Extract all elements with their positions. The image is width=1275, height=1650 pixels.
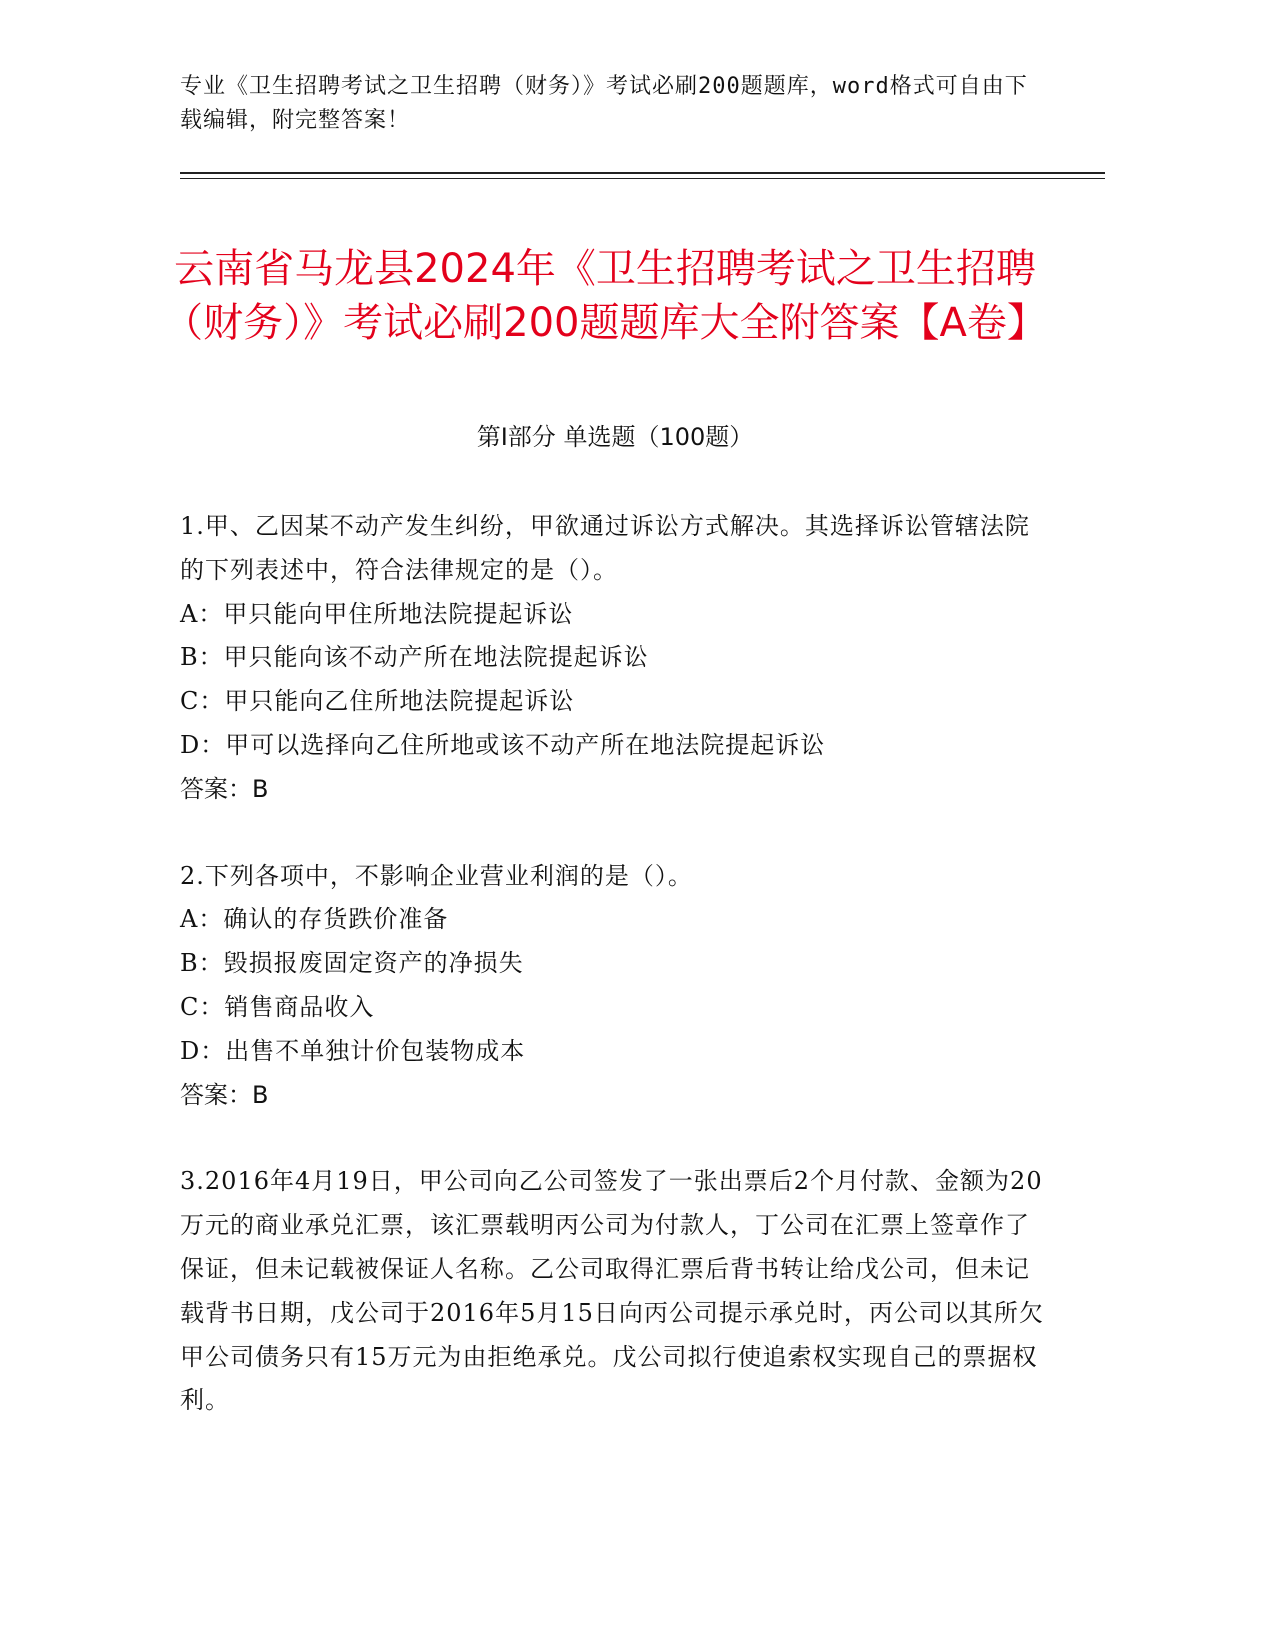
- answer-line: 答案：B: [180, 774, 269, 803]
- question-text: 2.下列各项中，不影响企业营业利润的是（）。: [180, 861, 693, 890]
- header-rule-thin: [180, 178, 1105, 179]
- document-title: 云南省马龙县2024年《卫生招聘考试之卫生招聘（财务）》考试必刷200题题库大全附答案【A卷】: [163, 245, 1047, 346]
- option-c: C：甲只能向乙住所地法院提起诉讼: [180, 687, 575, 716]
- section-title: 第Ⅰ部分 单选题（100题）: [476, 423, 754, 451]
- question-2: [180, 855, 1050, 1118]
- question-text: 1.甲、乙因某不动产发生纠纷，甲欲通过诉讼方式解决。其选择诉讼管辖法院的下列表述中，符合法律规定的是（）。: [180, 512, 1030, 584]
- question-1: [180, 505, 1050, 812]
- question-list: [180, 505, 1050, 1466]
- question-text: 3.2016年4月19日，甲公司向乙公司签发了一张出票后2个月付款、金额为20万元的商业承兑汇票，该汇票载明丙公司为付款人，丁公司在汇票上签章作了保证，但未记载被保证人名称。乙公司取得汇票后背书转让给戊公司，但未记载背书日期，戊公司于2016年5月15日向丙公司提示承兑时，丙公司以其所欠甲公司债务只有15万元为由拒绝承兑。戊公司拟行使追索权实现自己的票据权利。: [180, 1167, 1044, 1415]
- answer-line: 答案：B: [180, 1080, 269, 1109]
- option-c: C：销售商品收入: [180, 992, 375, 1021]
- option-b: B：毁损报废固定资产的净损失: [180, 949, 524, 978]
- option-b: B：甲只能向该不动产所在地法院提起诉讼: [180, 643, 649, 672]
- option-d: D：甲可以选择向乙住所地或该不动产所在地法院提起诉讼: [180, 730, 826, 759]
- option-a: A：甲只能向甲住所地法院提起诉讼: [180, 599, 574, 628]
- header-note: 专业《卫生招聘考试之卫生招聘（财务）》考试必刷200题题库，word格式可自由下载编辑，附完整答案！: [180, 74, 1028, 133]
- header-rule-thick: [180, 172, 1105, 174]
- option-a: A：确认的存货跌价准备: [180, 905, 449, 934]
- option-d: D：出售不单独计价包装物成本: [180, 1036, 526, 1065]
- question-3: [180, 1160, 1050, 1423]
